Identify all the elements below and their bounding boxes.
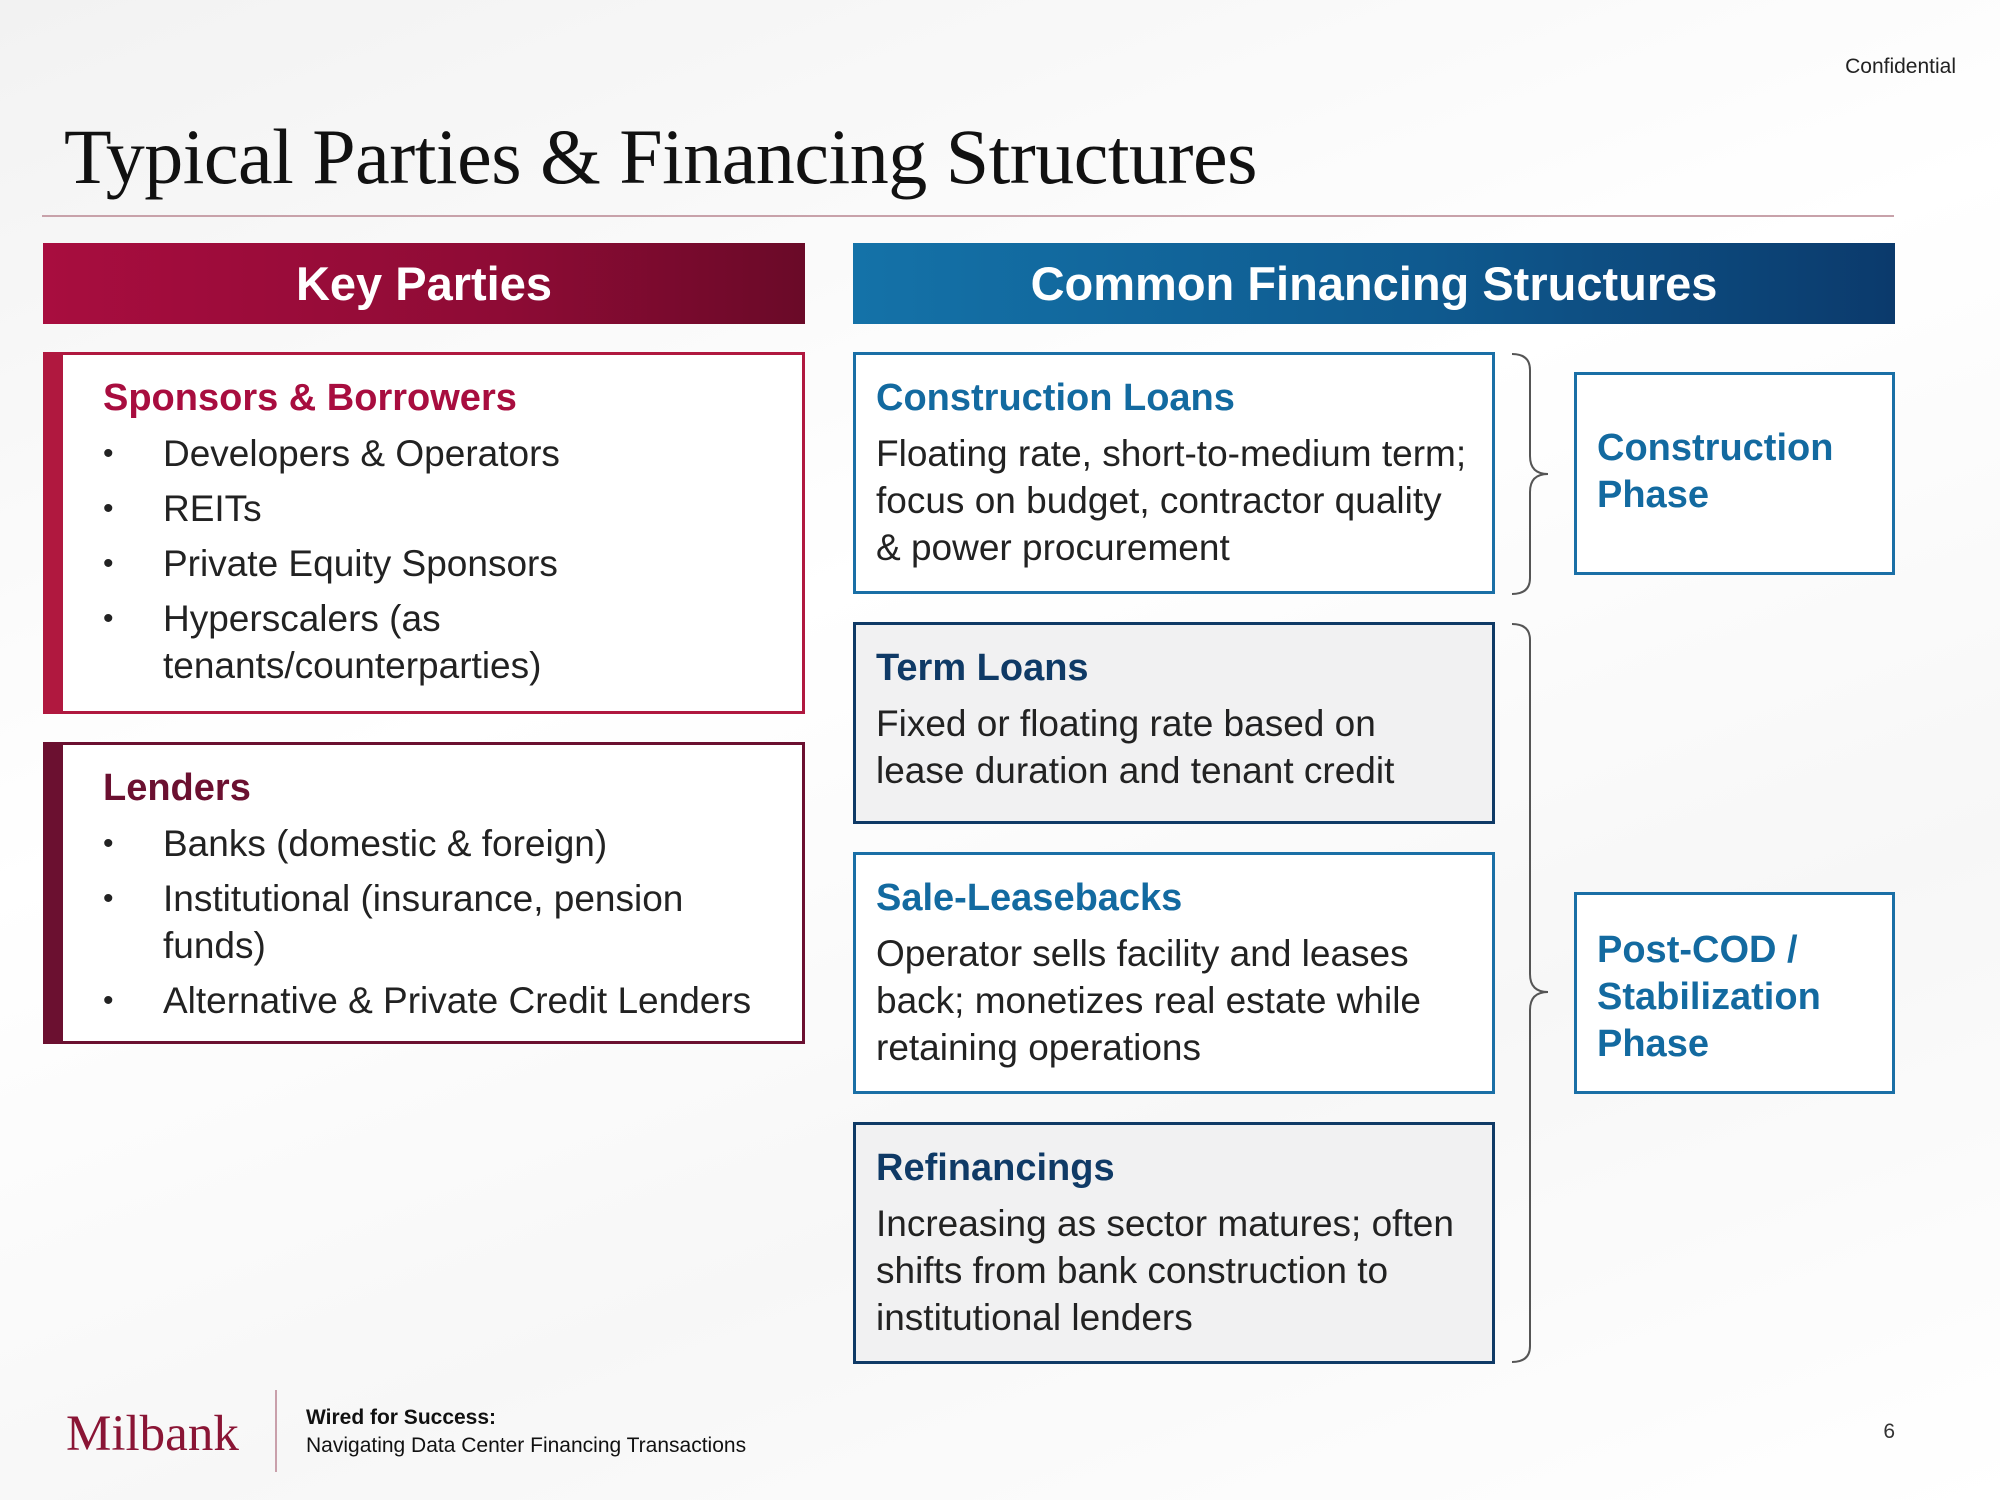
key-parties-header: Key Parties [43,243,805,324]
bullet-icon: • [103,882,114,915]
bullet-icon: • [103,492,114,525]
footer-subtitle: Navigating Data Center Financing Transactions [306,1434,747,1457]
stabilization-bracket [1512,624,1548,1362]
term-loans-desc: Fixed or floating rate based on lease duration and tenant credit [876,703,1395,791]
list-item: • Institutional (insurance, pension funds) [103,875,743,969]
construction-phase-box: Construction Phase [1574,372,1895,575]
confidential-label: Confidential [1845,55,1956,78]
stabilization-phase-box: Post-COD / Stabilization Phase [1574,892,1895,1094]
bullet-icon: • [103,602,114,635]
list-item: • REITs [103,485,778,532]
page-title: Typical Parties & Financing Structures [64,113,1257,200]
term-loans-title: Term Loans [876,647,1089,689]
page-number: 6 [1883,1420,1895,1443]
footer-title: Wired for Success: [306,1406,497,1429]
construction-loans-title: Construction Loans [876,377,1235,419]
milbank-logo: Milbank [66,1406,239,1462]
financing-structures-header: Common Financing Structures [853,243,1895,324]
list-item: • Hyperscalers (as tenants/counterparties) [103,595,583,689]
bullet-icon: • [103,984,114,1017]
sponsors-borrowers-title: Sponsors & Borrowers [103,377,517,419]
construction-bracket [1512,354,1548,594]
footer-divider [275,1390,277,1472]
sale-leasebacks-desc: Operator sells facility and leases back; monetizes real estate while retaining operations [876,933,1421,1068]
lenders-title: Lenders [103,767,251,809]
list-item: • Developers & Operators [103,430,778,477]
refinancings-title: Refinancings [876,1147,1115,1189]
list-item: • Banks (domestic & foreign) [103,820,778,867]
list-item: • Private Equity Sponsors [103,540,778,587]
sale-leasebacks-title: Sale-Leasebacks [876,877,1183,919]
list-item: • Alternative & Private Credit Lenders [103,977,778,1024]
bullet-icon: • [103,547,114,580]
refinancings-desc: Increasing as sector matures; often shifts from bank construction to institutional lenders [876,1203,1454,1338]
construction-loans-desc: Floating rate, short-to-medium term; focus on budget, contractor quality & power procurement [876,433,1467,568]
bullet-icon: • [103,827,114,860]
bullet-icon: • [103,437,114,470]
